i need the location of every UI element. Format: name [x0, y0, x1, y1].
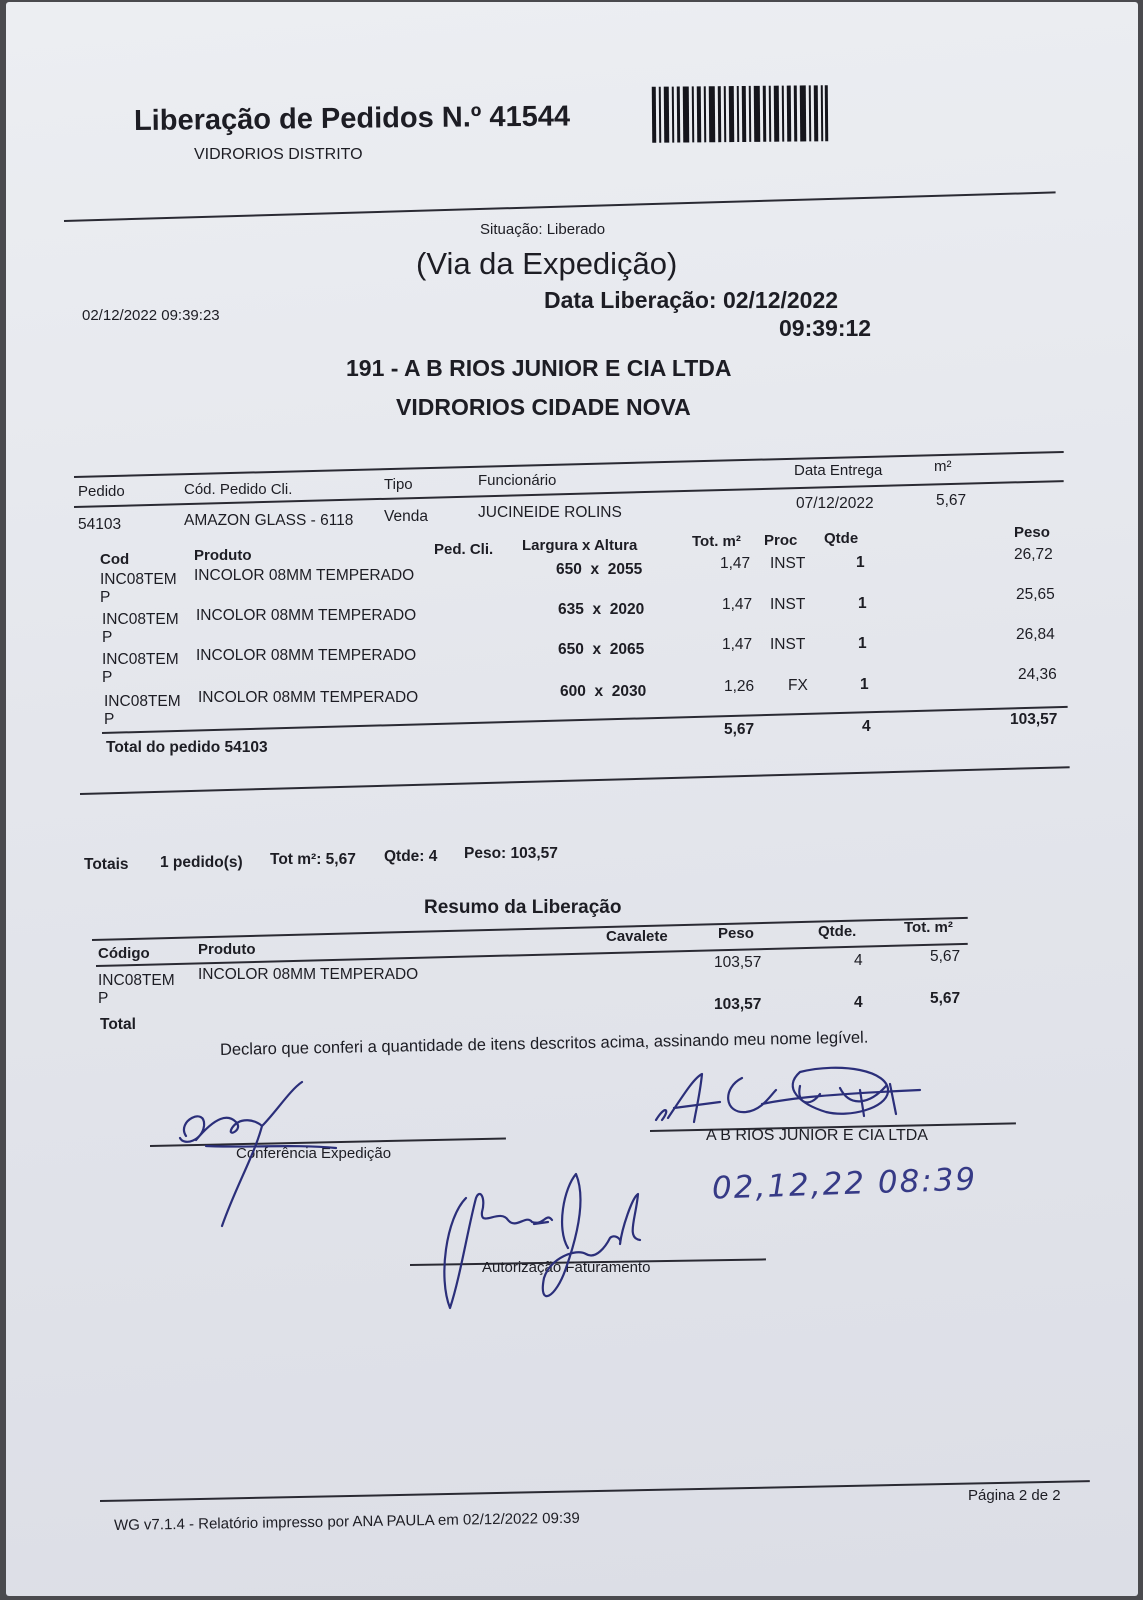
- col-dims: Largura x Altura: [522, 537, 638, 554]
- signature-billing: [426, 1168, 666, 1316]
- item-tot-m2: 1,47: [720, 555, 751, 572]
- item-qtde: 1: [860, 676, 869, 693]
- summary-col-tot-m2: Tot. m²: [904, 919, 953, 936]
- item-cod: INC08TEM: [102, 651, 179, 668]
- signature-label-customer: A B RIOS JUNIOR E CIA LTDA: [706, 1127, 928, 1144]
- barcode: [652, 85, 828, 143]
- value-m2: 5,67: [936, 492, 967, 509]
- handwritten-date: 02,12,22 08:39: [711, 1161, 978, 1207]
- order-total-qtde: 4: [862, 718, 871, 735]
- signature-conference: [166, 1076, 356, 1236]
- totals-label: Totais: [84, 856, 129, 873]
- label-pedido: Pedido: [78, 483, 125, 500]
- summary-col-qtde: Qtde.: [818, 923, 857, 940]
- summary-col-cavalete: Cavalete: [606, 928, 668, 945]
- item-peso: 25,65: [1016, 586, 1055, 603]
- value-cod-cli: AMAZON GLASS - 6118: [184, 512, 354, 529]
- value-pedido: 54103: [78, 516, 122, 533]
- order-total-peso: 103,57: [1010, 711, 1058, 728]
- col-qtde: Qtde: [824, 530, 859, 547]
- value-funcionario: JUCINEIDE ROLINS: [478, 504, 622, 521]
- order-total-m2: 5,67: [724, 721, 755, 738]
- item-proc: INST: [770, 596, 806, 613]
- summary-total-tot-m2: 5,67: [930, 990, 961, 1007]
- item-produto: INCOLOR 08MM TEMPERADO: [196, 607, 417, 624]
- summary-tot-m2: 5,67: [930, 948, 961, 965]
- totals-m2: Tot m²: 5,67: [270, 851, 356, 868]
- col-ped-cli: Ped. Cli.: [434, 541, 494, 558]
- signature-label-billing: Autorização Faturamento: [482, 1259, 651, 1276]
- item-qtde: 1: [858, 635, 867, 652]
- item-tot-m2: 1,47: [722, 636, 753, 653]
- totals-pedidos: 1 pedido(s): [160, 854, 243, 871]
- item-peso: 26,84: [1016, 626, 1055, 643]
- item-proc: INST: [770, 555, 806, 572]
- document-title: Liberação de Pedidos N.º 41544: [133, 100, 571, 137]
- summary-cod: INC08TEM: [98, 972, 175, 989]
- summary-title: Resumo da Liberação: [424, 897, 622, 918]
- item-cod: INC08TEM: [102, 611, 179, 628]
- item-cod-suffix: P: [104, 711, 115, 728]
- printed-at: 02/12/2022 09:39:23: [82, 307, 220, 324]
- item-qtde: 1: [856, 554, 865, 571]
- summary-qtde: 4: [854, 952, 863, 969]
- summary-produto: INCOLOR 08MM TEMPERADO: [198, 966, 419, 983]
- item-produto: INCOLOR 08MM TEMPERADO: [194, 567, 415, 584]
- order-total-label: Total do pedido 54103: [106, 739, 268, 756]
- item-qtde: 1: [858, 595, 867, 612]
- document-page: [6, 2, 1138, 1596]
- header-divider: [64, 191, 1056, 222]
- summary-col-peso: Peso: [718, 925, 754, 942]
- issuer-company: VIDRORIOS DISTRITO: [194, 146, 363, 163]
- col-tot-m2: Tot. m²: [692, 533, 741, 550]
- summary-cod-suffix: P: [98, 990, 109, 1007]
- signature-customer: [650, 1064, 950, 1144]
- footer-rule: [100, 1480, 1090, 1501]
- item-cod-suffix: P: [102, 629, 113, 646]
- label-tipo: Tipo: [384, 476, 413, 493]
- footer-printed-by: WG v7.1.4 - Relatório impresso por ANA PAULA em 02/12/2022 09:39: [113, 1509, 580, 1534]
- col-produto: Produto: [194, 547, 252, 564]
- customer-store: VIDRORIOS CIDADE NOVA: [396, 394, 691, 420]
- item-tot-m2: 1,47: [722, 596, 753, 613]
- col-peso: Peso: [1014, 524, 1050, 541]
- summary-total-peso: 103,57: [714, 996, 762, 1013]
- situation-label: Situação: Liberado: [480, 221, 606, 238]
- value-data-entrega: 07/12/2022: [796, 495, 874, 512]
- item-dims: 600 x 2030: [560, 683, 647, 700]
- order-section-bottom-rule: [80, 766, 1070, 795]
- item-tot-m2: 1,26: [724, 678, 755, 695]
- release-time: 09:39:12: [779, 315, 872, 341]
- label-m2: m²: [934, 458, 952, 475]
- item-produto: INCOLOR 08MM TEMPERADO: [196, 647, 417, 664]
- item-dims: 650 x 2055: [556, 561, 643, 578]
- order-total-rule: [102, 706, 1068, 734]
- item-cod-suffix: P: [102, 669, 113, 686]
- totals-peso: Peso: 103,57: [464, 845, 558, 862]
- item-cod: INC08TEM: [104, 693, 181, 710]
- order-header-top-rule: [74, 451, 1064, 478]
- label-data-entrega: Data Entrega: [794, 462, 883, 479]
- declaration-text: Declaro que conferi a quantidade de itens descritos acima, assinando meu nome legível.: [219, 1028, 869, 1059]
- label-funcionario: Funcionário: [478, 472, 557, 489]
- summary-col-codigo: Código: [98, 945, 150, 962]
- signature-label-conference: Conferência Expedição: [236, 1145, 392, 1162]
- summary-col-produto: Produto: [198, 941, 256, 958]
- copy-label: (Via da Expedição): [416, 246, 678, 281]
- col-proc: Proc: [764, 532, 798, 549]
- value-tipo: Venda: [384, 508, 428, 525]
- label-cod-cli: Cód. Pedido Cli.: [184, 481, 293, 498]
- item-proc: INST: [770, 636, 806, 653]
- totals-qtde: Qtde: 4: [384, 848, 438, 865]
- col-cod: Cod: [100, 551, 130, 568]
- summary-peso: 103,57: [714, 954, 762, 971]
- item-dims: 650 x 2065: [558, 641, 645, 658]
- summary-total-label: Total: [100, 1016, 136, 1033]
- item-cod-suffix: P: [100, 589, 111, 606]
- item-produto: INCOLOR 08MM TEMPERADO: [198, 689, 419, 706]
- summary-total-qtde: 4: [854, 994, 863, 1011]
- item-proc: FX: [788, 677, 808, 694]
- item-peso: 26,72: [1014, 546, 1053, 563]
- item-cod: INC08TEM: [100, 571, 177, 588]
- customer-name: 191 - A B RIOS JUNIOR E CIA LTDA: [346, 355, 732, 381]
- release-date: Data Liberação: 02/12/2022: [544, 287, 839, 313]
- item-peso: 24,36: [1018, 666, 1057, 683]
- footer-page-number: Página 2 de 2: [968, 1487, 1061, 1504]
- item-dims: 635 x 2020: [558, 601, 645, 618]
